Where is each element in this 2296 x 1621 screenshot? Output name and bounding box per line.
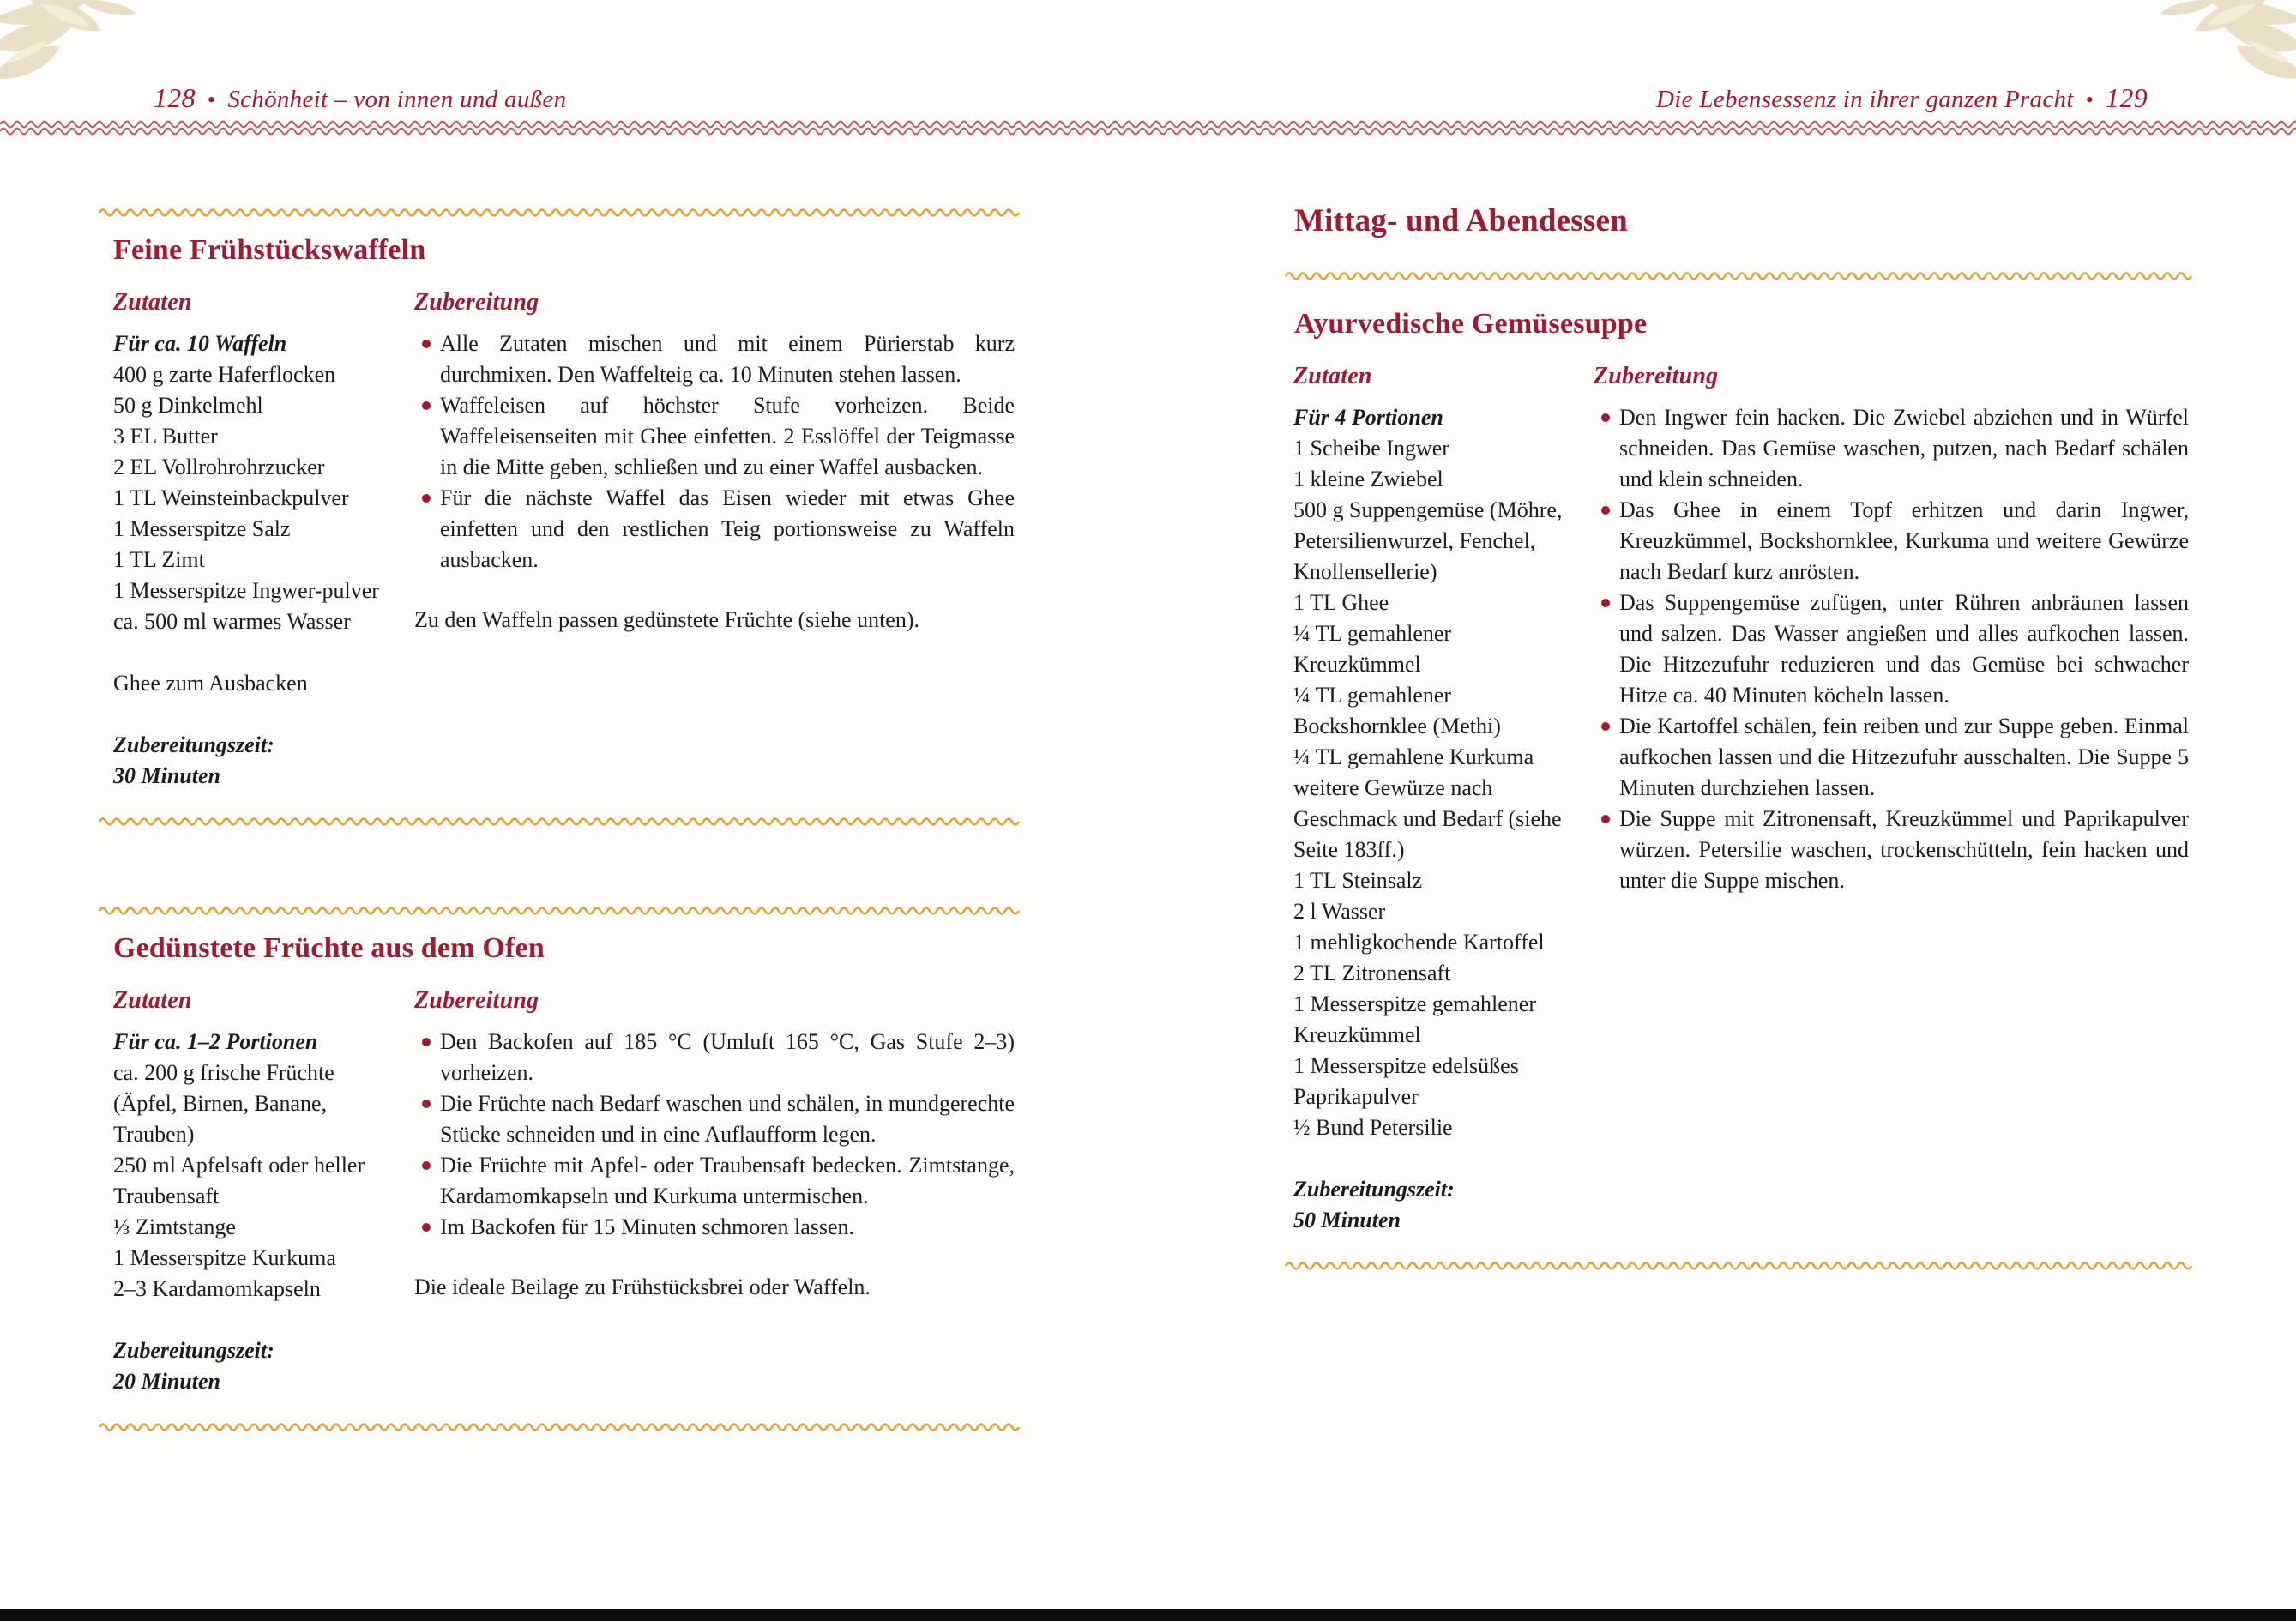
recipe-columns [99, 289, 1015, 792]
section-divider-wave [1286, 1258, 2189, 1274]
prep-time-block [113, 1335, 414, 1397]
steps-column [414, 987, 1015, 1397]
ingredient-line: 50 g Dinkelmehl [113, 393, 263, 418]
prep-time-label: Zubereitungszeit: [1293, 1177, 1455, 1202]
step-item: Für die nächste Waffel das Eisen wieder mit etwas Ghee einfetten und den restlichen Teig portionsweise zu Waffeln ausbacken. [414, 483, 1015, 575]
step-item: Im Backofen für 15 Minuten schmoren lassen. [414, 1212, 1015, 1243]
section-divider-wave [99, 903, 1015, 919]
ingredient-list [1293, 433, 1578, 1143]
ingredient-line: Ghee zum Ausbacken [113, 671, 308, 696]
prep-time-label: Zubereitungszeit: [113, 1338, 274, 1363]
section-title: Mittag- und Abendessen [1294, 203, 1628, 238]
ingredient-line: 2 TL Zitronensaft [1293, 961, 1451, 985]
steps-heading: Zubereitung [1594, 363, 1719, 389]
ingredient-line: ¼ TL gemahlener Kreuzkümmel [1293, 621, 1452, 677]
section-divider-wave [99, 814, 1015, 829]
running-head-left-title: Schönheit – von innen und außen [227, 86, 567, 113]
ingredient-line: 1 mehligkochende Kartoffel [1293, 930, 1545, 955]
recipe-fruehstueckswaffeln [99, 205, 1015, 829]
ingredient-line [113, 637, 398, 668]
ingredients-heading: Zutaten [113, 987, 192, 1014]
step-item: Alle Zutaten mischen und mit einem Pürierstab kurz durchmixen. Den Waffelteig ca. 10 Minuten stehen lassen. [414, 328, 1015, 390]
ingredient-line: 1 TL Weinsteinbackpulver [113, 485, 349, 510]
ingredient-line: 250 ml Apfelsaft oder heller Traubensaft [113, 1153, 365, 1208]
ingredient-line: 3 EL Butter [113, 424, 218, 449]
corner-ornament-icon [2150, 0, 2296, 101]
ingredient-line: ca. 500 ml warmes Wasser [113, 609, 351, 634]
ingredients-column [1293, 363, 1594, 1236]
recipe-note: Die ideale Beilage zu Frühstücksbrei oder Waffeln. [414, 1275, 871, 1299]
ingredient-list [113, 1058, 398, 1305]
prep-time-value: 50 Minuten [1293, 1208, 1401, 1232]
ingredient-line: 1 Messerspitze edelsüßes Paprikapulver [1293, 1053, 1519, 1109]
section-divider-wave [1286, 268, 2189, 284]
steps-column [414, 289, 1015, 792]
step-item: Die Kartoffel schälen, fein reiben und zur Suppe geben. Einmal aufkochen lassen und die Hitzezufuhr ausschalten. Die Suppe 5 Minuten durchziehen lassen. [1594, 711, 2189, 804]
step-item: Das Suppengemüse zufügen, unter Rühren anbräunen lassen und salzen. Das Wasser angießen und alles aufkochen lassen. Die Hitzezufuhr reduzieren und das Gemüse bei schwacher Hitze ca. 40 Minuten köcheln lassen. [1594, 588, 2189, 711]
steps-list [1594, 402, 2189, 896]
ingredient-line: ⅓ Zimtstange [113, 1214, 236, 1239]
running-head-left [154, 82, 566, 114]
running-head-right [1656, 82, 2148, 114]
steps-heading: Zubereitung [414, 289, 539, 316]
recipe-title: Feine Frühstückswaffeln [113, 234, 426, 266]
prep-time-block [1293, 1174, 1594, 1236]
running-head-right-title: Die Lebensessenz in ihrer ganzen Pracht [1656, 86, 2074, 113]
ingredient-line: 2 l Wasser [1293, 899, 1386, 924]
ingredient-line: 1 kleine Zwiebel [1293, 467, 1443, 491]
bullet-separator: • [207, 87, 216, 112]
ingredient-line: 1 Messerspitze gemahlener Kreuzkümmel [1293, 991, 1537, 1047]
ingredient-line: 400 g zarte Haferflocken [113, 362, 336, 387]
prep-time-label: Zubereitungszeit: [113, 732, 274, 757]
steps-list [414, 328, 1015, 575]
recipe-note: Zu den Waffeln passen gedünstete Früchte (siehe unten). [414, 607, 919, 632]
corner-ornament-icon [0, 0, 146, 101]
step-item: Die Suppe mit Zitronensaft, Kreuzkümmel und Paprikapulver würzen. Petersilie waschen, trockenschütteln, fein hacken und unter die Suppe mischen. [1594, 804, 2189, 896]
step-item: Waffeleisen auf höchster Stufe vorheizen. Beide Waffeleisenseiten mit Ghee einfetten. 2 Esslöffel der Teigmasse in die Mitte geben, schließen und zu einer Waffel ausbacken. [414, 390, 1015, 483]
ingredient-line: 1 TL Ghee [1293, 590, 1389, 615]
step-item: Den Backofen auf 185 °C (Umluft 165 °C, Gas Stufe 2–3) vorheizen. [414, 1027, 1015, 1088]
bullet-separator: • [2085, 87, 2094, 112]
serving-line: Für ca. 1–2 Portionen [113, 1029, 318, 1054]
prep-time-value: 20 Minuten [113, 1369, 220, 1394]
ingredient-line: 2–3 Kardamomkapseln [113, 1276, 321, 1301]
step-item: Die Früchte nach Bedarf waschen und schälen, in mundgerechte Stücke schneiden und in eine Auflaufform legen. [414, 1088, 1015, 1150]
ingredient-line: 500 g Suppengemüse (Möhre, Petersilienwurzel, Fenchel, Knollensellerie) [1293, 497, 1563, 584]
ingredient-line: 1 Messerspitze Kurkuma [113, 1245, 336, 1270]
recipe-title: Ayurvedische Gemüsesuppe [1294, 308, 1648, 340]
page-number-right: 129 [2106, 82, 2148, 113]
steps-column [1594, 363, 2189, 1236]
section-divider-wave [99, 1419, 1015, 1435]
ingredient-line: ca. 200 g frische Früchte (Äpfel, Birnen, Banane, Trauben) [113, 1060, 334, 1147]
ingredient-line: ½ Bund Petersilie [1293, 1115, 1453, 1140]
steps-heading: Zubereitung [414, 987, 539, 1014]
recipe-title: Gedünstete Früchte aus dem Ofen [113, 932, 545, 964]
page-bottom-edge [0, 1609, 2296, 1621]
serving-line: Für ca. 10 Waffeln [113, 331, 287, 356]
step-item: Den Ingwer fein hacken. Die Zwiebel abziehen und in Würfel schneiden. Das Gemüse waschen, putzen, nach Bedarf schälen und klein schneiden. [1594, 402, 2189, 495]
recipe-columns [1286, 363, 2189, 1236]
section-mittag-und-abendessen [1286, 202, 2189, 1274]
steps-list [414, 1027, 1015, 1243]
ingredient-line: ¼ TL gemahlener Bockshornklee (Methi) [1293, 683, 1501, 738]
recipe-geduenstete-fruechte [99, 903, 1015, 1435]
ingredient-line: 1 Messerspitze Ingwer-pulver [113, 578, 379, 603]
ingredients-column [113, 289, 414, 792]
ingredients-heading: Zutaten [113, 289, 192, 316]
step-item: Das Ghee in einem Topf erhitzen und darin Ingwer, Kreuzkümmel, Bockshornklee, Kurkuma und weitere Gewürze nach Bedarf kurz anrösten. [1594, 495, 2189, 588]
ingredients-heading: Zutaten [1293, 363, 1372, 389]
ingredient-list [113, 359, 398, 699]
ingredient-line: 1 TL Steinsalz [1293, 868, 1423, 893]
ingredient-line: 1 TL Zimt [113, 547, 205, 572]
ingredients-column [113, 987, 414, 1397]
ingredient-line: 1 Scheibe Ingwer [1293, 436, 1449, 461]
prep-time-block [113, 730, 414, 792]
header-rule-wave [0, 120, 2296, 136]
recipe-columns [99, 987, 1015, 1397]
step-item: Die Früchte mit Apfel- oder Traubensaft bedecken. Zimtstange, Kardamomkapseln und Kurkuma untermischen. [414, 1150, 1015, 1212]
serving-line: Für 4 Portionen [1293, 405, 1443, 430]
page-number-left: 128 [154, 82, 196, 113]
ingredient-line: 1 Messerspitze Salz [113, 516, 291, 541]
section-divider-wave [99, 205, 1015, 220]
prep-time-value: 30 Minuten [113, 763, 220, 788]
ingredient-line: weitere Gewürze nach Geschmack und Bedarf (siehe Seite 183ff.) [1293, 775, 1562, 862]
ingredient-line: ¼ TL gemahlene Kurkuma [1293, 744, 1534, 769]
ingredient-line: 2 EL Vollrohrohrzucker [113, 455, 325, 479]
